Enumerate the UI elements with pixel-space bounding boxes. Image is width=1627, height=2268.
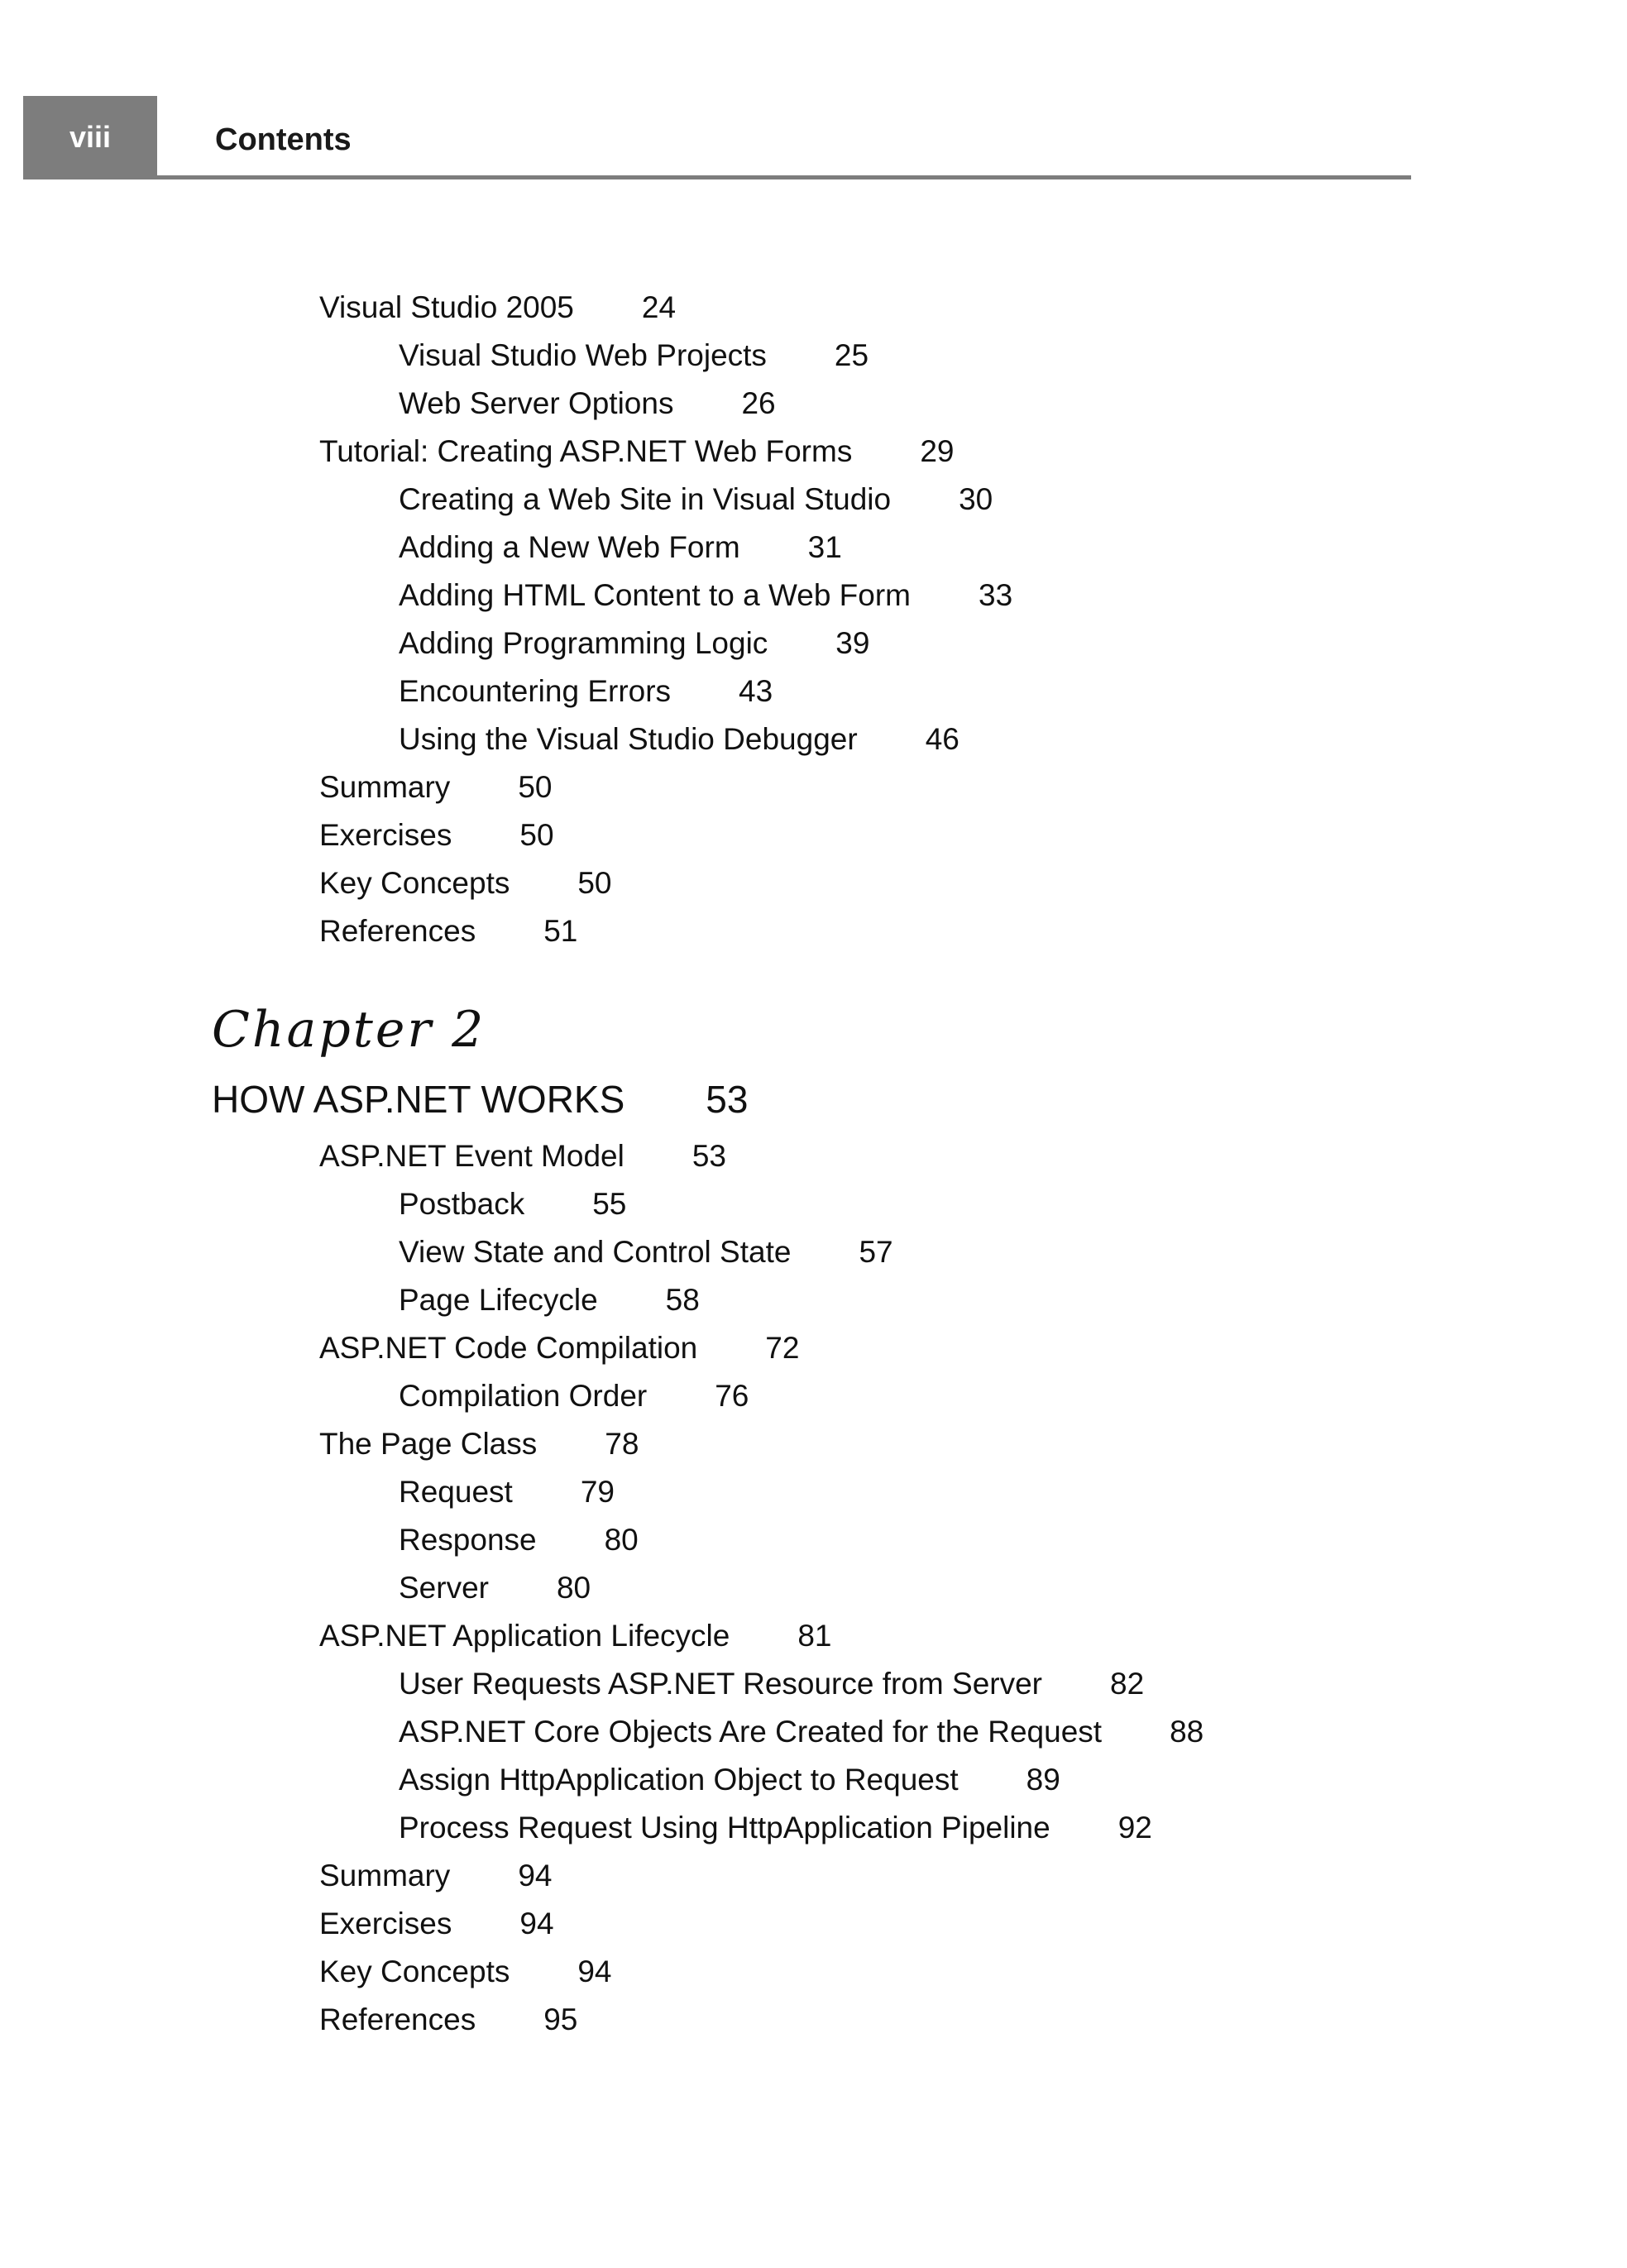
toc-entry-title: Response [399, 1523, 537, 1557]
toc-entry-page: 94 [519, 1907, 554, 1940]
toc-entry-title: References [319, 914, 476, 948]
toc-entry-page: 94 [577, 1955, 612, 1988]
toc-entry-title: Visual Studio Web Projects [399, 338, 767, 372]
toc-entry-page: 31 [807, 530, 842, 564]
chapter-title [212, 1077, 748, 1122]
toc-entry-title: User Requests ASP.NET Resource from Server [399, 1667, 1042, 1701]
chapter-label: Chapter 2 [212, 1001, 486, 1059]
toc-entry-title: Page Lifecycle [399, 1283, 598, 1317]
toc-entry-page: 78 [605, 1427, 639, 1461]
toc-entry-title: Process Request Using HttpApplication Pipeline [399, 1811, 1050, 1845]
toc-entry-title: Key Concepts [319, 866, 510, 900]
toc-entry-page: 50 [519, 818, 554, 852]
toc-entry [399, 576, 1012, 615]
toc-entry-page: 72 [765, 1331, 800, 1365]
toc-entry [399, 624, 869, 663]
toc-entry-title: ASP.NET Core Objects Are Created for the Request [399, 1715, 1103, 1749]
toc-entry-title: Compilation Order [399, 1379, 648, 1413]
toc-entry-title: Exercises [319, 818, 452, 852]
toc-entry [399, 1568, 591, 1608]
toc-entry-page: 43 [739, 674, 773, 708]
toc-entry-title: ASP.NET Application Lifecycle [319, 1619, 730, 1653]
toc-entry-title: ASP.NET Event Model [319, 1139, 624, 1173]
toc-entry-title: References [319, 2002, 476, 2036]
header-divider [23, 175, 1411, 179]
toc-entry-page: 39 [835, 626, 870, 660]
toc-entry-title: ASP.NET Code Compilation [319, 1331, 698, 1365]
toc-entry [399, 1280, 700, 1320]
toc-entry [319, 1328, 799, 1368]
toc-entry-page: 81 [797, 1619, 832, 1653]
toc-entry [319, 768, 552, 807]
toc-entry-title: Encountering Errors [399, 674, 672, 708]
toc-entry [319, 1424, 639, 1464]
toc-entry-title: Adding Programming Logic [399, 626, 768, 660]
toc-entry [399, 672, 773, 711]
toc-entry-page: 25 [834, 338, 869, 372]
toc-entry-page: 58 [665, 1283, 700, 1317]
toc-entry [399, 1472, 615, 1512]
toc-entry-title: Key Concepts [319, 1955, 510, 1988]
toc-entry-page: 76 [715, 1379, 749, 1413]
toc-entry [319, 432, 954, 471]
toc-entry [319, 1616, 832, 1656]
toc-entry-title: Using the Visual Studio Debugger [399, 722, 858, 756]
toc-entry-page: 29 [920, 434, 955, 468]
toc-entry [399, 1760, 1060, 1800]
toc-entry [399, 336, 869, 376]
toc-entry-page: 55 [592, 1187, 627, 1221]
toc-entry [399, 1808, 1152, 1848]
toc-entry [399, 480, 993, 519]
toc-entry [399, 720, 959, 759]
toc-entry-page: 79 [580, 1475, 615, 1509]
toc-entry-page: 94 [518, 1859, 553, 1892]
toc-entry-page: 80 [556, 1571, 591, 1605]
toc-entry-page: 50 [577, 866, 612, 900]
toc-entry-page: 50 [518, 770, 553, 804]
toc-entry [319, 1856, 552, 1896]
toc-entry-title: The Page Class [319, 1427, 538, 1461]
toc-entry-title: Web Server Options [399, 386, 674, 420]
toc-entry-page: 24 [641, 290, 677, 324]
toc-entry-title: Adding HTML Content to a Web Form [399, 578, 911, 612]
toc-entry-page: 80 [604, 1523, 639, 1557]
page-number-tab [23, 96, 157, 179]
toc-entry-page: 46 [925, 722, 959, 756]
toc-entry [319, 1136, 726, 1176]
toc-entry [399, 1664, 1144, 1704]
toc-entry-page: 82 [1110, 1667, 1145, 1701]
toc-entry [319, 864, 612, 903]
toc-entry-title: Creating a Web Site in Visual Studio [399, 482, 892, 516]
toc-entry-page: 51 [543, 914, 578, 948]
toc-entry [399, 1520, 639, 1560]
toc-entry [399, 1232, 893, 1272]
toc-entry-page: 30 [959, 482, 993, 516]
toc-entry [319, 1952, 612, 1992]
toc-entry-title: Adding a New Web Form [399, 530, 740, 564]
page-number: viii [69, 120, 112, 154]
toc-entry-page: 89 [1026, 1763, 1060, 1797]
toc-entry [399, 384, 776, 423]
toc-entry [319, 1904, 554, 1944]
chapter-page-number: 53 [706, 1078, 749, 1121]
toc-entry-title: View State and Control State [399, 1235, 792, 1269]
toc-entry-title: Summary [319, 1859, 451, 1892]
toc-entry-title: Request [399, 1475, 513, 1509]
toc-entry-title: Summary [319, 770, 451, 804]
toc-entry-page: 88 [1170, 1715, 1204, 1749]
toc-entry-title: Server [399, 1571, 489, 1605]
toc-entry-title: Tutorial: Creating ASP.NET Web Forms [319, 434, 853, 468]
toc-entry [319, 2000, 577, 2040]
toc-entry-page: 57 [859, 1235, 893, 1269]
toc-entry-title: Assign HttpApplication Object to Request [399, 1763, 959, 1797]
toc-entry [399, 1376, 749, 1416]
toc-entry-page: 53 [691, 1139, 726, 1173]
toc-entry-page: 26 [741, 386, 776, 420]
chapter-title-text: HOW ASP.NET WORKS [212, 1078, 625, 1121]
toc-entry [399, 528, 842, 567]
toc-entry [399, 1712, 1204, 1752]
toc-entry [319, 912, 577, 951]
toc-entry-page: 92 [1117, 1811, 1152, 1845]
toc-entry [319, 288, 676, 328]
toc-entry [319, 816, 554, 855]
toc-entry [399, 1184, 626, 1224]
toc-entry-title: Visual Studio 2005 [319, 290, 574, 324]
toc-entry-title: Postback [399, 1187, 525, 1221]
toc-entry-title: Exercises [319, 1907, 452, 1940]
page-title: Contents [215, 122, 352, 157]
toc-entry-page: 95 [543, 2002, 578, 2036]
toc-entry-page: 33 [979, 578, 1013, 612]
